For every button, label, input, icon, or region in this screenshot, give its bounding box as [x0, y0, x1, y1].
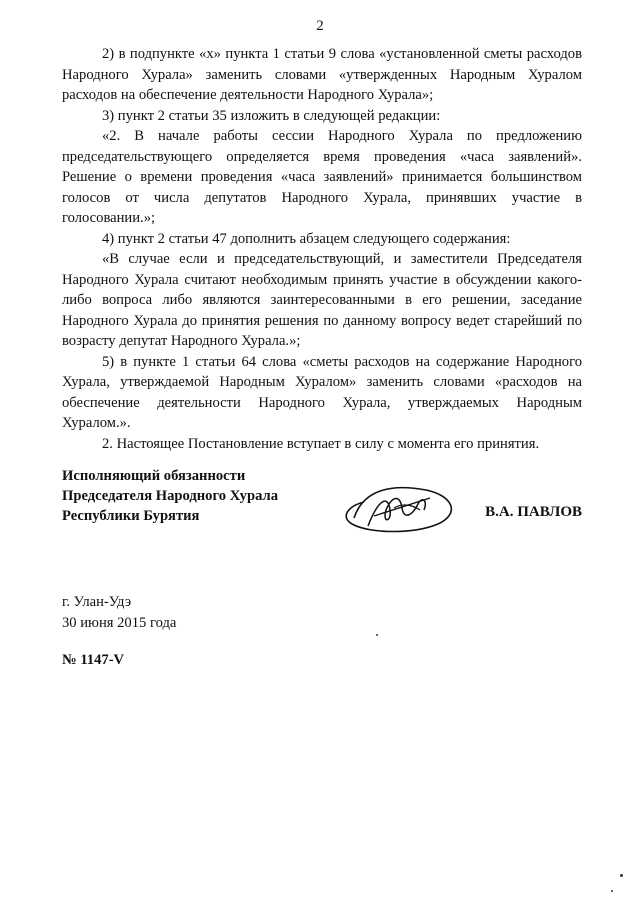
place-and-date — [62, 592, 176, 634]
document-number: № 1147-V — [62, 652, 125, 668]
signatory-title-line: Председателя Народного Хурала — [62, 488, 278, 504]
paragraph-amendment-5: 5) в пункте 1 статьи 64 слова «сметы расходов на содержание Народного Хурала, утверждаемой Народным Хуралом» заменить словами «расходов на обеспечение деятельности Народного Хурала, утверждаемых Народным Хуралом.». — [62, 353, 582, 431]
handwritten-signature — [334, 480, 464, 536]
scan-speck — [620, 874, 623, 877]
place: г. Улан-Удэ — [62, 594, 132, 610]
signatory-title-line: Исполняющий обязанности — [62, 468, 246, 484]
page-number: 2 — [316, 18, 324, 34]
paragraph-amendment-2: 2) в подпункте «х» пункта 1 статьи 9 слова «установленной сметы расходов Народного Хурала» заменить словами «утвержденных Народным Хуралом расходов на обеспечение деятельности Народного Хурала»; — [62, 46, 582, 103]
scan-speck — [611, 890, 613, 892]
signature-block — [62, 466, 582, 530]
paragraph-amendment-4: 4) пункт 2 статьи 47 дополнить абзацем следующего содержания: — [102, 230, 511, 247]
paragraph-article-35-text: «2. В начале работы сессии Народного Хурала по предложению председательствующего определяется время проведения «часа заявлений». Решение о времени проведения «часа заявлений» принимается большинством голосов от числа депутатов Народного Хурала, принявших участие в голосовании.»; — [62, 128, 582, 226]
paragraph-effective-date: 2. Настоящее Постановление вступает в силу с момента его принятия. — [102, 435, 540, 452]
date: 30 июня 2015 года — [62, 615, 177, 631]
document-body — [62, 44, 582, 454]
paragraph-amendment-3: 3) пункт 2 статьи 35 изложить в следующей редакции: — [102, 107, 441, 124]
signatory-title-line: Республики Бурятия — [62, 508, 200, 524]
signatory-name: В.А. ПАВЛОВ — [485, 504, 582, 520]
paragraph-article-47-text: «В случае если и председательствующий, и заместители Председателя Народного Хурала считают необходимым принять участие в обсуждении какого-либо вопроса либо являются заинтересованными в его решении, заседание Народного Хурала до принятия решения по данному вопросу ведет старейший по возрасту депутат Народного Хурала.»; — [62, 251, 582, 349]
scan-speck — [376, 634, 378, 636]
